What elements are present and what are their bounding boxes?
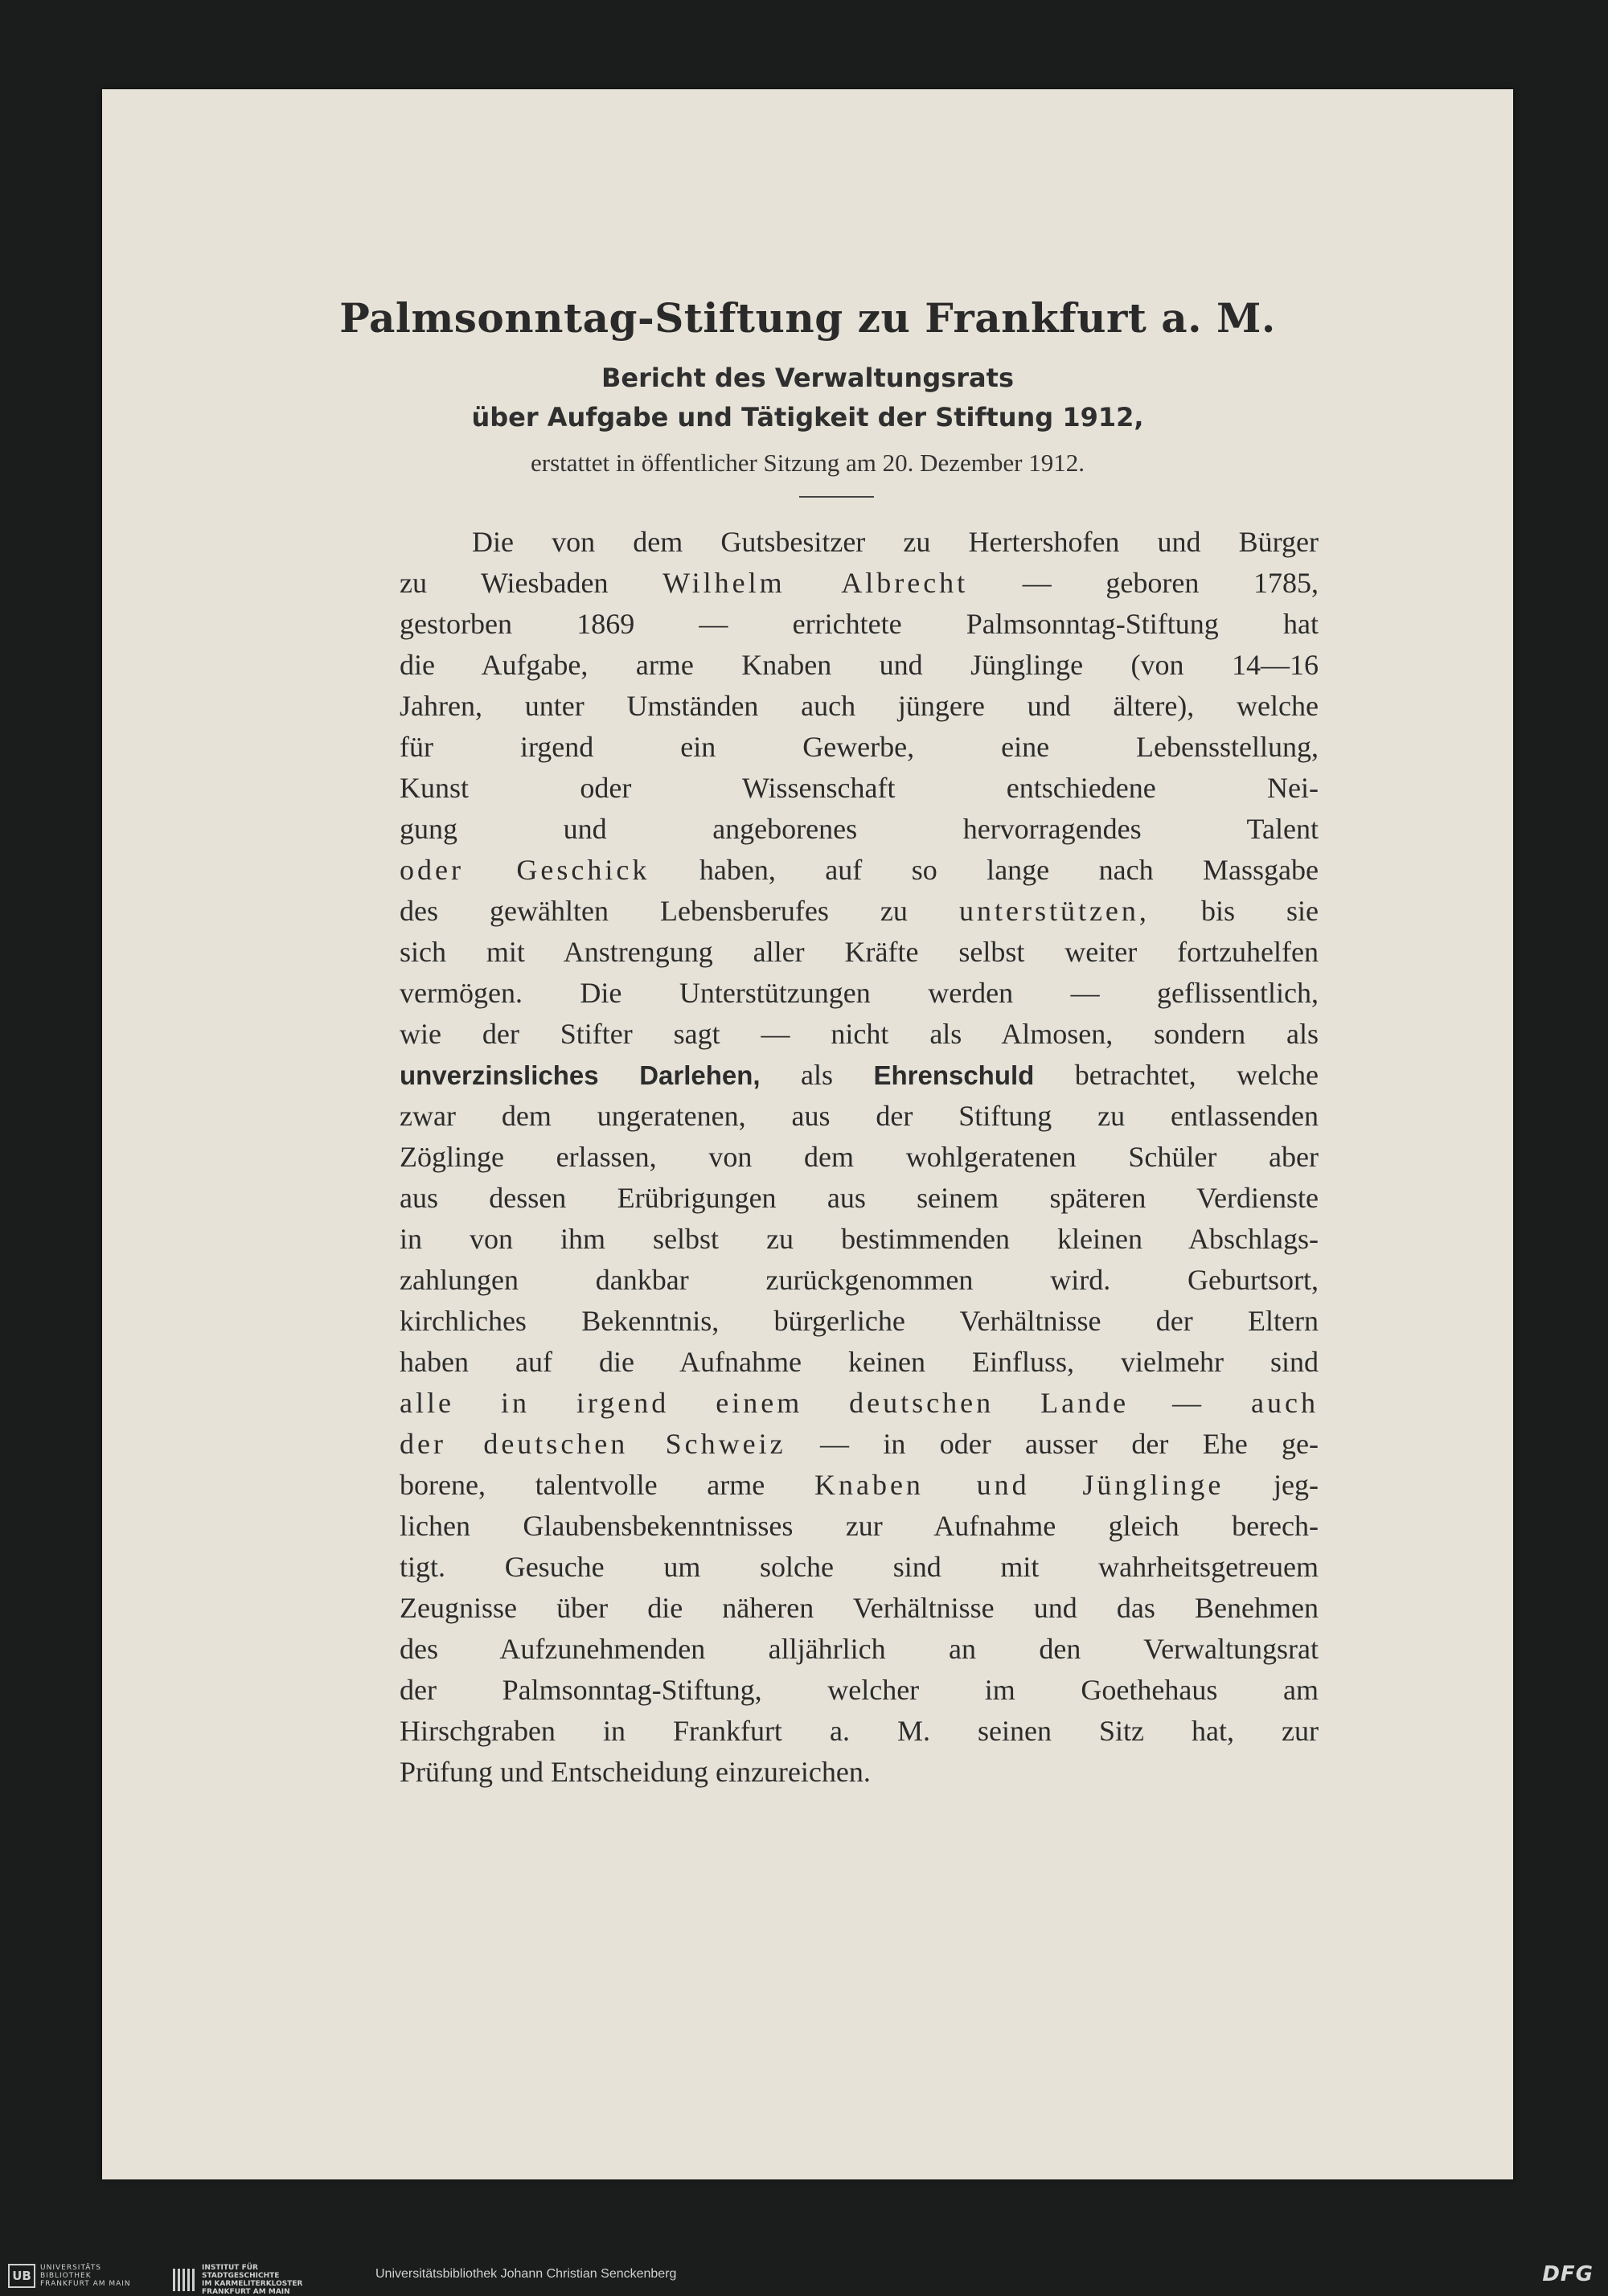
- text-line: [400, 1383, 1319, 1424]
- text-line: Die von dem Gutsbesitzer zu Hertershofen und Bürger: [472, 526, 1319, 558]
- text-line: haben auf die Aufnahme keinen Einfluss, vielmehr sind: [400, 1346, 1319, 1378]
- institute-logo-line: FRANKFURT AM MAIN: [202, 2288, 290, 2296]
- institute-logo-line: STADTGESCHICHTE: [202, 2272, 280, 2280]
- text-line: die Aufgabe, arme Knaben und Jünglinge (von 14—16: [400, 649, 1319, 681]
- text-line: der Palmsonntag-Stiftung, welcher im Goethehaus am: [400, 1674, 1319, 1706]
- ub-logo-line: FRANKFURT AM MAIN: [40, 2280, 131, 2288]
- spaced-text: oder Geschick: [400, 854, 650, 886]
- text-line: [400, 891, 1319, 932]
- institute-logo-text: [202, 2264, 302, 2296]
- text-segment: des gewählten Lebensberufes zu: [400, 895, 908, 927]
- spaced-name: Wilhelm Albrecht: [662, 567, 969, 599]
- title-divider: [799, 496, 874, 498]
- text-line: [400, 1465, 1319, 1506]
- ub-mark: UB: [8, 2264, 35, 2288]
- ub-logo-line: UNIVERSITÄTS: [40, 2264, 101, 2272]
- text-segment: borene, talentvolle arme: [400, 1469, 765, 1501]
- library-credit: Universitätsbibliothek Johann Christian Senckenberg: [375, 2267, 677, 2281]
- text-line: zahlungen dankbar zurückgenommen wird. Geburtsort,: [400, 1264, 1319, 1296]
- text-line: Zeugnisse über die näheren Verhältnisse und das Benehmen: [400, 1592, 1319, 1624]
- text-line: Hirschgraben in Frankfurt a. M. seinen Sitz hat, zur: [400, 1715, 1319, 1747]
- report-subtitle: Bericht des Verwaltungsrats: [601, 363, 1014, 393]
- dfg-logo[interactable]: DFG: [1542, 2262, 1594, 2286]
- text-line: [400, 563, 1319, 604]
- text-segment: jeg-: [1274, 1469, 1319, 1501]
- text-line: tigt. Gesuche um solche sind mit wahrheitsgetreuem: [400, 1551, 1319, 1583]
- text-segment: bis sie: [1200, 895, 1319, 927]
- spaced-text: alle in irgend einem deutschen Lande: [400, 1387, 1130, 1419]
- text-line: aus dessen Erübrigungen aus seinem späteren Verdienste: [400, 1182, 1319, 1214]
- text-segment: als: [801, 1059, 834, 1091]
- text-segment: — in oder ausser der Ehe ge-: [819, 1428, 1319, 1460]
- text-line: vermögen. Die Unterstützungen werden — geflissentlich,: [400, 977, 1319, 1009]
- emphasis-text: unverzinsliches Darlehen,: [400, 1060, 761, 1090]
- document-page: [102, 89, 1513, 2179]
- institute-bars-icon: [173, 2269, 195, 2291]
- text-line: [400, 1055, 1319, 1096]
- institute-logo[interactable]: [173, 2264, 302, 2296]
- text-line: gestorben 1869 — errichtete Palmsonntag-Stiftung hat: [400, 608, 1319, 640]
- text-line: zwar dem ungeratenen, aus der Stiftung zu entlassenden: [400, 1100, 1319, 1132]
- spaced-text: — auch: [1172, 1387, 1319, 1419]
- ub-logo-text: [40, 2264, 131, 2288]
- emphasis-text: Ehrenschuld: [873, 1060, 1035, 1090]
- text-line: Jahren, unter Umständen auch jüngere und ältere), welche: [400, 690, 1319, 722]
- spaced-text: Knaben und Jünglinge: [814, 1469, 1224, 1501]
- text-line: sich mit Anstrengung aller Kräfte selbst weiter fortzuhelfen: [400, 936, 1319, 968]
- text-line: [400, 1424, 1319, 1465]
- text-line: Kunst oder Wissenschaft entschiedene Nei-: [400, 772, 1319, 804]
- spaced-text: unterstützen,: [958, 895, 1150, 927]
- text-line: Prüfung und Entscheidung einzureichen.: [400, 1756, 871, 1788]
- institute-logo-line: IM KARMELITERKLOSTER: [202, 2280, 303, 2288]
- ub-logo-line: BIBLIOTHEK: [40, 2272, 92, 2280]
- text-segment: betrachtet, welche: [1074, 1059, 1319, 1091]
- text-line: [400, 850, 1319, 891]
- spaced-text: der deutschen Schweiz: [400, 1428, 786, 1460]
- ub-logo[interactable]: [8, 2264, 131, 2288]
- text-line: Zöglinge erlassen, von dem wohlgeratenen Schüler aber: [400, 1141, 1319, 1173]
- text-segment: haben, auf so lange nach Massgabe: [699, 854, 1319, 886]
- text-line: des Aufzunehmenden alljährlich an den Verwaltungsrat: [400, 1633, 1319, 1665]
- text-segment: — geboren 1785,: [1022, 567, 1319, 599]
- text-line: in von ihm selbst zu bestimmenden kleinen Abschlags-: [400, 1223, 1319, 1255]
- institute-logo-line: INSTITUT FÜR: [202, 2264, 258, 2272]
- viewer-footer: [0, 2257, 1608, 2294]
- body-paragraph: [400, 522, 1319, 1793]
- text-line: lichen Glaubensbekenntnisses zur Aufnahme gleich berech-: [400, 1510, 1319, 1542]
- text-segment: zu Wiesbaden: [400, 567, 609, 599]
- document-title: Palmsonntag-Stiftung zu Frankfurt a. M.: [339, 294, 1276, 342]
- report-date-line: erstattet in öffentlicher Sitzung am 20. Dezember 1912.: [531, 449, 1085, 477]
- text-line: kirchliches Bekenntnis, bürgerliche Verhältnisse der Eltern: [400, 1305, 1319, 1337]
- text-line: für irgend ein Gewerbe, eine Lebensstellung,: [400, 731, 1319, 763]
- report-subtitle-line-2: über Aufgabe und Tätigkeit der Stiftung 1912,: [471, 402, 1144, 433]
- text-line: wie der Stifter sagt — nicht als Almosen, sondern als: [400, 1018, 1319, 1050]
- text-line: gung und angeborenes hervorragendes Talent: [400, 813, 1319, 845]
